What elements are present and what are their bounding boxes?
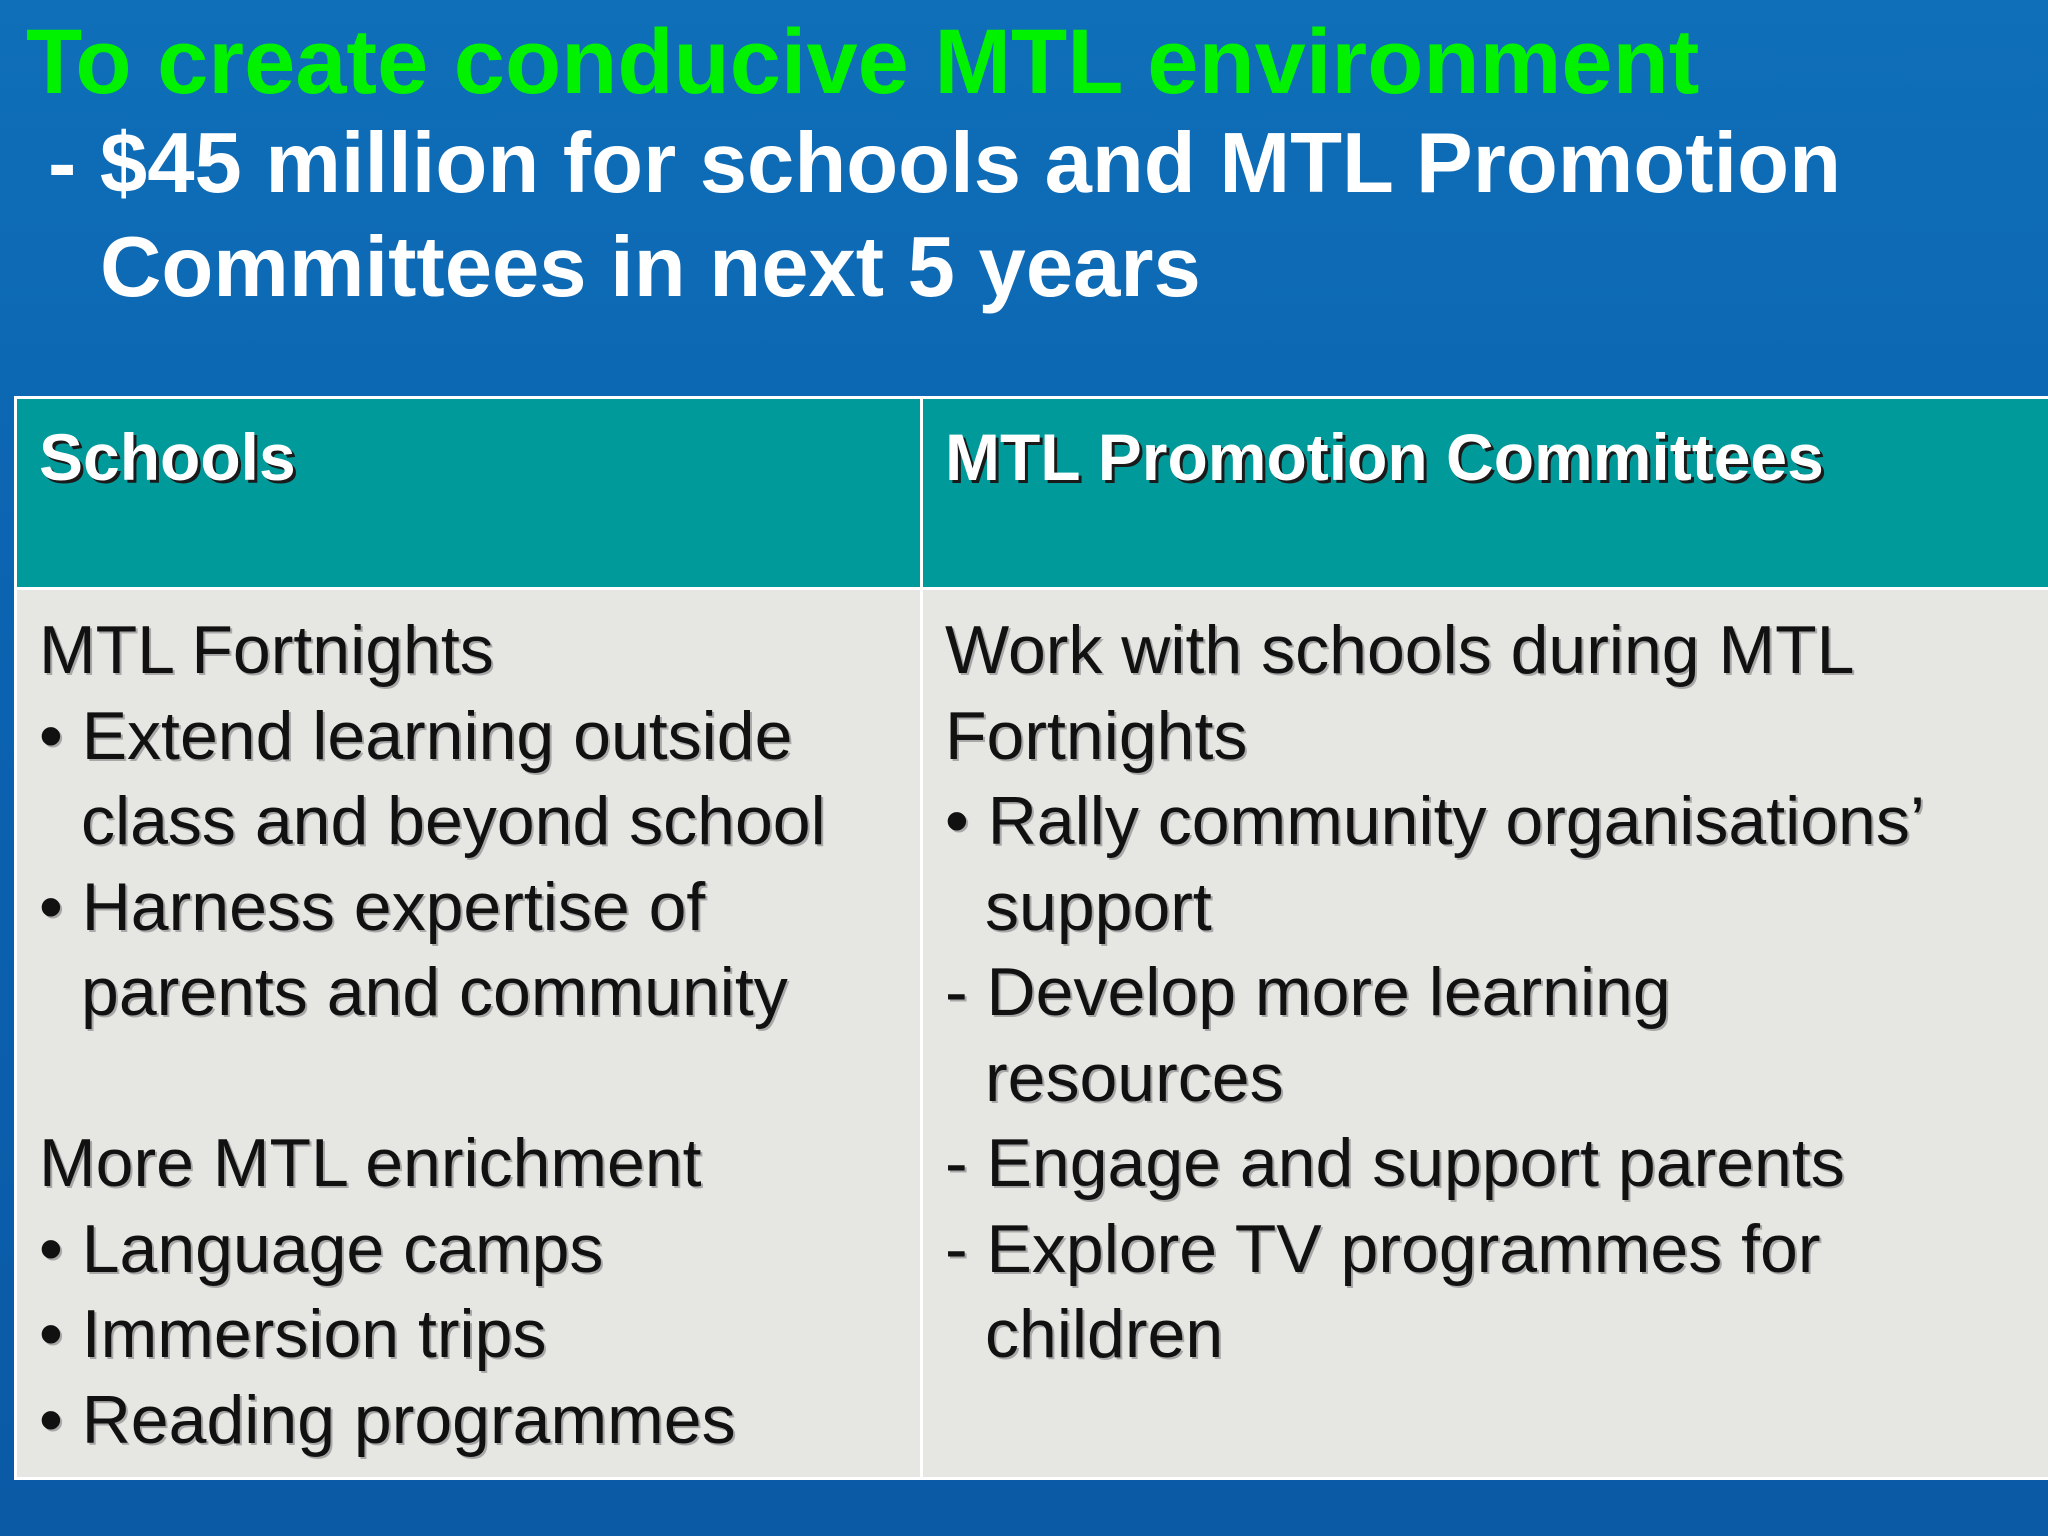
header-cell-committees bbox=[920, 396, 2048, 590]
header-schools: Schools bbox=[39, 420, 296, 494]
schools-group-title-fortnights: MTL Fortnights bbox=[39, 612, 494, 688]
committees-item-explore-tv-cont: children bbox=[985, 1296, 1224, 1372]
schools-list bbox=[39, 608, 826, 1463]
schools-bullet-language-camps: • Language camps bbox=[39, 1210, 604, 1287]
body-cell-schools bbox=[14, 587, 923, 1480]
slide-subtitle bbox=[48, 112, 2008, 320]
schools-bullet-immersion-trips: • Immersion trips bbox=[39, 1296, 547, 1372]
schools-group-title-enrichment: More MTL enrichment bbox=[39, 1125, 702, 1201]
schools-bullet-harness-expertise-cont: parents and community bbox=[81, 954, 788, 1030]
committees-item-develop-cont: resources bbox=[985, 1039, 1284, 1116]
header-committees: MTL Promotion Committees bbox=[945, 420, 1824, 494]
header-cell-schools bbox=[14, 396, 923, 590]
committees-item-rally-cont: support bbox=[985, 868, 1212, 945]
subtitle-line-2: Committees in next 5 years bbox=[100, 220, 1201, 315]
committees-item-develop: - Develop more learning bbox=[945, 954, 1671, 1030]
body-cell-committees bbox=[920, 587, 2048, 1480]
schools-bullet-extend-learning-cont: class and beyond school bbox=[81, 783, 826, 859]
schools-bullet-reading-programmes: • Reading programmes bbox=[39, 1381, 736, 1458]
committees-intro-cont: Fortnights bbox=[945, 697, 1248, 774]
schools-spacer bbox=[39, 1036, 826, 1122]
committees-intro: Work with schools during MTL bbox=[945, 612, 1855, 688]
committees-item-rally: • Rally community organisations’ bbox=[945, 783, 1925, 859]
committees-item-engage: - Engage and support parents bbox=[945, 1125, 1845, 1201]
slide-title: To create conducive MTL environment bbox=[26, 11, 1700, 113]
schools-bullet-harness-expertise: • Harness expertise of bbox=[39, 868, 706, 945]
subtitle-line-1: - $45 million for schools and MTL Promotion bbox=[48, 116, 1842, 211]
comparison-table bbox=[14, 396, 2048, 1480]
schools-bullet-extend-learning: • Extend learning outside bbox=[39, 697, 793, 774]
committees-item-explore-tv: - Explore TV programmes for bbox=[945, 1210, 1821, 1287]
committees-list bbox=[945, 608, 1925, 1378]
